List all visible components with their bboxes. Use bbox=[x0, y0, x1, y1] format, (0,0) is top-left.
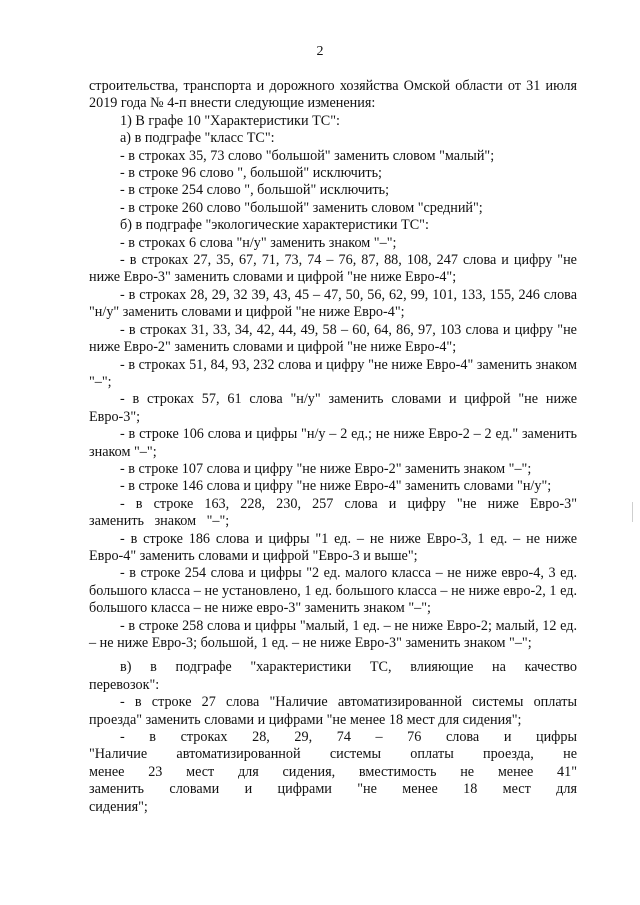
list-item: - в строках 35, 73 слово "большой" заменить словом "малый"; bbox=[120, 147, 495, 164]
list-item: - в строке 27 слова "Наличие автоматизированной системы оплаты проезда" заменить словами и цифрами "не менее 18 мест для сидения"; bbox=[89, 694, 577, 728]
list-item: - в строке 254 слово ", большой" исключить; bbox=[120, 182, 390, 199]
list-item: - в строках 28, 29, 74 – 76 слова и цифры "Наличие автоматизированной системы оплаты проезда, не менее 23 мест для сидения, вместимость не менее 41" заменить словами и цифрами "не менее 18 мест для сидения"; bbox=[89, 729, 577, 815]
page-number: 2 bbox=[316, 44, 324, 59]
list-item: - в строке 260 слово "большой" заменить словом "средний"; bbox=[120, 199, 483, 216]
document-body bbox=[89, 78, 577, 816]
list-item: - в строках 57, 61 слова "н/у" заменить словами и цифрой "не ниже Евро-3"; bbox=[89, 391, 577, 425]
paragraph: в) в подграфе "характеристики ТС, влияющие на качество перевозок": bbox=[89, 659, 577, 693]
paragraph: б) в подграфе "экологические характеристики ТС": bbox=[120, 217, 429, 234]
list-item: - в строках 51, 84, 93, 232 слова и цифру "не ниже Евро-4" заменить знаком "–"; bbox=[89, 356, 577, 390]
list-item: - в строке 163, 228, 230, 257 слова и цифру "не ниже Евро-3" заменить знаком "–"; bbox=[89, 495, 577, 530]
list-item: - в строках 6 слова "н/у" заменить знаком "–"; bbox=[120, 234, 397, 251]
list-item: - в строке 146 слова и цифру "не ниже Евро-4" заменить словами "н/у"; bbox=[120, 478, 552, 495]
list-item: - в строке 258 слова и цифры "малый, 1 ед. – не ниже Евро-2; малый, 12 ед. – не ниже Евро-3; большой, 1 ед. – не ниже Евро-3" заменить знаком "–"; bbox=[89, 617, 577, 651]
paragraph: а) в подграфе "класс ТС": bbox=[120, 130, 275, 147]
scan-margin-mark bbox=[632, 502, 633, 522]
paragraph: строительства, транспорта и дорожного хозяйства Омской области от 31 июля 2019 года № 4-п внести следующие изменения: bbox=[89, 78, 577, 112]
list-item: - в строке 96 слово ", большой" исключить; bbox=[120, 165, 382, 182]
list-item: - в строках 27, 35, 67, 71, 73, 74 – 76, 87, 88, 108, 247 слова и цифру "не ниже Евро-3" заменить словами и цифрой "не ниже Евро-4"; bbox=[89, 252, 577, 286]
list-item: - в строке 107 слова и цифру "не ниже Евро-2" заменить знаком "–"; bbox=[120, 460, 532, 477]
list-item: - в строке 254 слова и цифры "2 ед. малого класса – не ниже евро-4, 3 ед. большого класса – не установлено, 1 ед. большого класса – не ниже евро-2, 1 ед. большого класса – не ниже евро-3" заменить знаком "–"; bbox=[89, 565, 577, 617]
list-item: - в строке 106 слова и цифры "н/у – 2 ед.; не ниже Евро-2 – 2 ед." заменить знаком "–"; bbox=[89, 426, 577, 460]
list-item: - в строках 28, 29, 32 39, 43, 45 – 47, 50, 56, 62, 99, 101, 133, 155, 246 слова "н/у" заменить словами и цифрой "не ниже Евро-4"; bbox=[89, 286, 577, 321]
paragraph: 1) В графе 10 "Характеристики ТС": bbox=[120, 112, 340, 129]
list-item: - в строках 31, 33, 34, 42, 44, 49, 58 – 60, 64, 86, 97, 103 слова и цифру "не ниже Евро-2" заменить словами и цифрой "не ниже Евро-4"; bbox=[89, 321, 577, 356]
list-item: - в строке 186 слова и цифры "1 ед. – не ниже Евро-3, 1 ед. – не ниже Евро-4" заменить словами и цифрой "Евро-3 и выше"; bbox=[89, 530, 577, 564]
